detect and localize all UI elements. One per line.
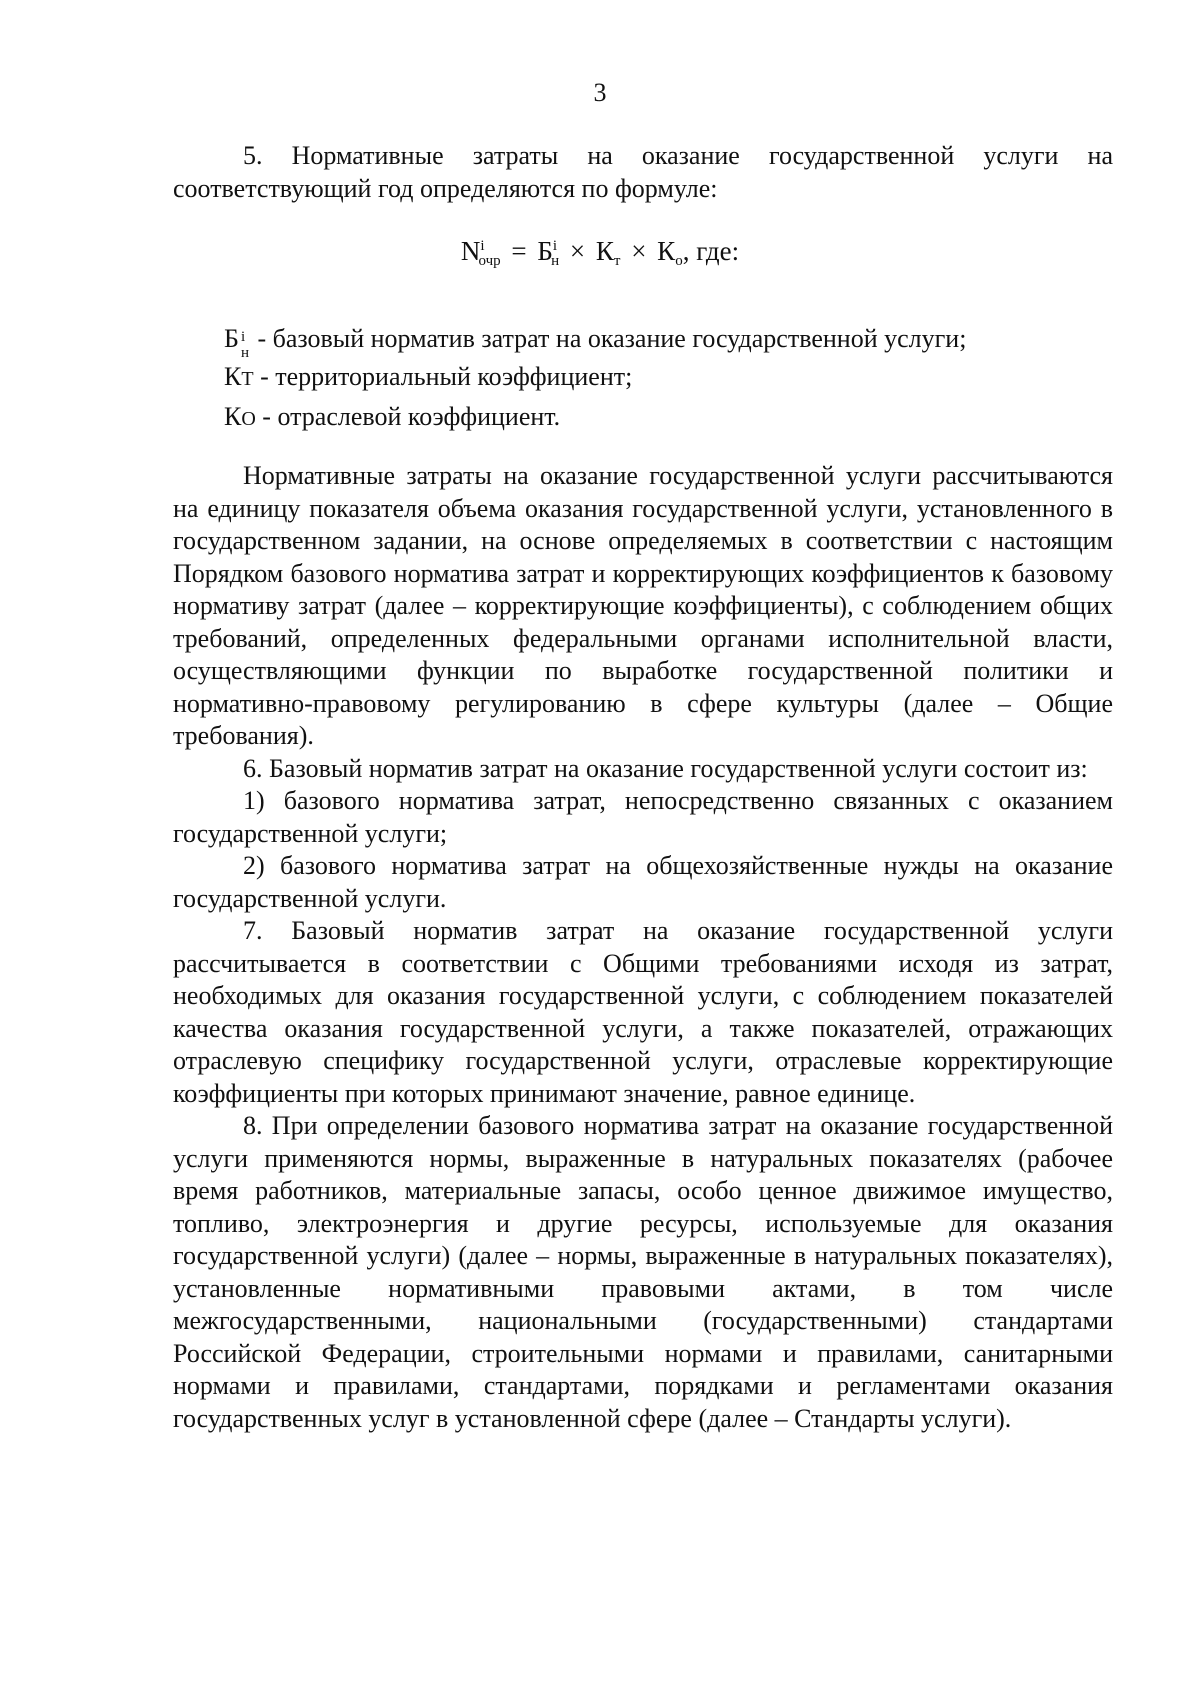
definition-ko: КО - отраслевой коэффициент.: [224, 402, 561, 431]
main-text: [173, 460, 1113, 1435]
paragraph: 8. При определении базового норматива затрат на оказание государственной услуги применяются нормы, выраженные в натуральных показателях (рабочее время работников, материальные запасы, особо ценное движимое имущество, топливо, электроэнергия и другие ресурсы, используемые для оказания государственной услуги) (далее – нормы, выраженные в натуральных показателях), установленные нормативными правовыми актами, в том числе межгосударственными, национальными (государственными) стандартами Российской Федерации, строительными нормами и правилами, санитарными нормами и правилами, стандартами, порядками и регламентами оказания государственных услуг в установленной сфере (далее – Стандарты услуги).: [173, 1111, 1113, 1433]
definitions: [224, 320, 966, 438]
page-number: 3: [593, 78, 607, 107]
definition-kt: КТ - территориальный коэффициент;: [224, 362, 633, 391]
paragraph: 2) базового норматива затрат на общехозяйственные нужды на оказание государственной услуги.: [173, 851, 1113, 913]
paragraph: 5. Нормативные затраты на оказание государственной услуги на соответствующий год определяются по формуле:: [173, 141, 1113, 203]
definition-b: Б i н - базовый норматив затрат на оказание государственной услуги;: [224, 324, 967, 361]
formula: $N^i_{очр} = Б^i_н \times К_т \times К_о$, где:: [460, 236, 740, 269]
paragraph: Нормативные затраты на оказание государственной услуги рассчитываются на единицу показателя объема оказания государственной услуги, установленного в государственном задании, на основе определяемых в соответствии с настоящим Порядком базового норматива затрат и корректирующих коэффициентов к базовому нормативу затрат (далее – корректирующие коэффициенты), с соблюдением общих требований, определенных федеральными органами исполнительной власти, осуществляющими функции по выработке государственной политики и нормативно-правовому регулированию в сфере культуры (далее – Общие требования).: [173, 461, 1113, 750]
formula-lhs: $N^i_{очр}$: [460, 236, 501, 269]
paragraph: 1) базового норматива затрат, непосредственно связанных с оказанием государственной услуги;: [173, 786, 1113, 848]
paragraph: 7. Базовый норматив затрат на оказание государственной услуги рассчитывается в соответствии с Общими требованиями исходя из затрат, необходимых для оказания государственной услуги, с соблюдением показателей качества оказания государственной услуги, а также показателей, отражающих отраслевую специфику государственной услуги, отраслевые корректирующие коэффициенты при которых принимают значение, равное единице.: [173, 916, 1113, 1108]
formula-kt: $К_т$: [595, 236, 621, 269]
paragraph: 6. Базовый норматив затрат на оказание государственной услуги состоит из:: [243, 753, 1088, 783]
formula-ko: $К_о$: [657, 236, 683, 269]
formula-b: $Б^i_н$: [537, 236, 560, 269]
paragraph-5-intro: [173, 140, 1113, 205]
